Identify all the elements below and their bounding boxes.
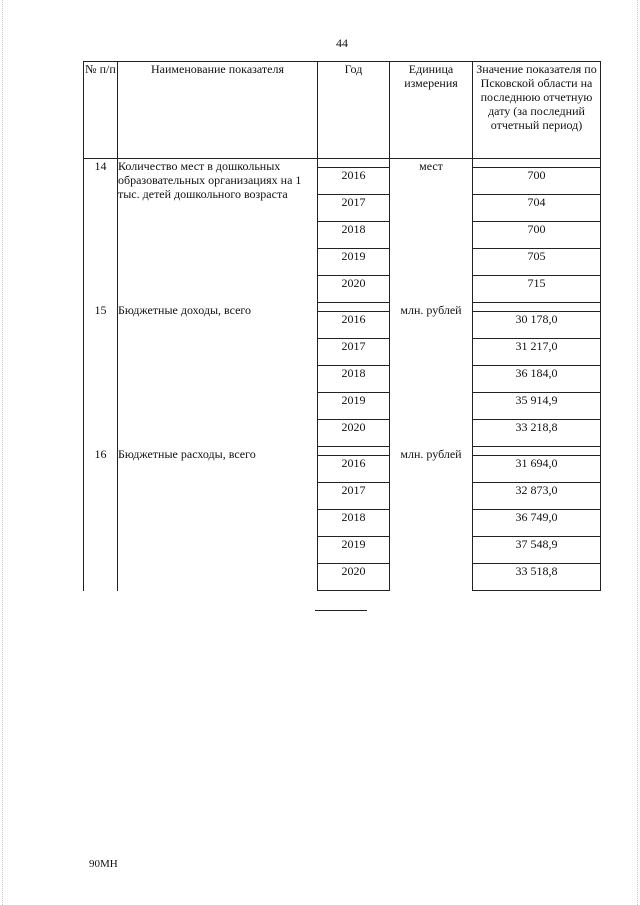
value-cell: 35 914,9 — [473, 393, 601, 420]
value-cell: 33 518,8 — [473, 564, 601, 591]
table-spacer-row — [84, 447, 601, 456]
value-cell: 700 — [473, 168, 601, 195]
year-cell: 2018 — [318, 222, 390, 249]
table-spacer-row — [84, 303, 601, 312]
year-cell: 2018 — [318, 510, 390, 537]
value-cell: 33 218,8 — [473, 420, 601, 447]
value-cell: 704 — [473, 195, 601, 222]
value-cell: 36 749,0 — [473, 510, 601, 537]
year-cell: 2016 — [318, 456, 390, 483]
value-cell: 31 694,0 — [473, 456, 601, 483]
year-cell: 2017 — [318, 195, 390, 222]
scan-edge-left — [2, 0, 3, 905]
indicator-unit: мест — [390, 159, 473, 303]
indicator-unit: млн. рублей — [390, 447, 473, 591]
year-cell: 2017 — [318, 339, 390, 366]
end-divider-line — [315, 610, 367, 611]
scan-edge-right — [637, 0, 638, 905]
value-cell: 37 548,9 — [473, 537, 601, 564]
indicator-name: Бюджетные доходы, всего — [118, 303, 318, 447]
year-cell: 2020 — [318, 276, 390, 303]
year-cell: 2020 — [318, 564, 390, 591]
year-cell: 2019 — [318, 393, 390, 420]
header-name: Наименование показателя — [118, 62, 318, 159]
value-cell: 700 — [473, 222, 601, 249]
value-cell: 705 — [473, 249, 601, 276]
indicator-name: Количество мест в дошкольных образовательных организациях на 1 тыс. детей дошкольного возраста — [118, 159, 318, 303]
indicator-name: Бюджетные расходы, всего — [118, 447, 318, 591]
footer-code: 90МН — [89, 858, 118, 870]
value-cell: 31 217,0 — [473, 339, 601, 366]
header-year: Год — [318, 62, 390, 159]
indicator-unit: млн. рублей — [390, 303, 473, 447]
value-cell: 30 178,0 — [473, 312, 601, 339]
year-cell: 2016 — [318, 312, 390, 339]
value-cell: 36 184,0 — [473, 366, 601, 393]
page-number: 44 — [336, 36, 348, 50]
header-num: № п/п — [84, 62, 118, 159]
year-cell: 2017 — [318, 483, 390, 510]
row-number: 15 — [84, 303, 118, 447]
value-cell: 715 — [473, 276, 601, 303]
year-cell: 2018 — [318, 366, 390, 393]
value-cell: 32 873,0 — [473, 483, 601, 510]
table-spacer-row — [84, 159, 601, 168]
year-cell: 2019 — [318, 537, 390, 564]
header-value: Значение показателя по Псковской области на последнюю отчетную дату (за последний отчетный период) — [473, 62, 601, 159]
row-number: 14 — [84, 159, 118, 303]
year-cell: 2016 — [318, 168, 390, 195]
table-header-row — [84, 62, 601, 159]
row-number: 16 — [84, 447, 118, 591]
indicators-table — [83, 61, 601, 591]
year-cell: 2019 — [318, 249, 390, 276]
header-unit: Единица измерения — [390, 62, 473, 159]
year-cell: 2020 — [318, 420, 390, 447]
